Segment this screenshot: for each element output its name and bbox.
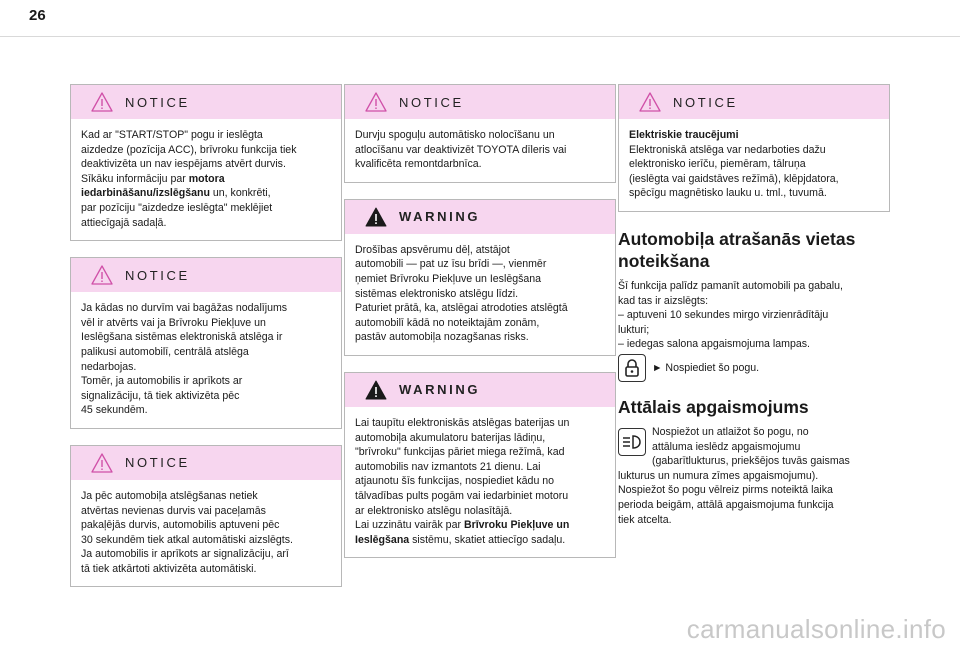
headlamp-icon bbox=[618, 428, 646, 456]
text-line: ar elektronisko atslēgu nolasītājā. bbox=[355, 504, 513, 517]
warning-triangle-icon bbox=[91, 92, 113, 112]
notice-text bbox=[619, 119, 889, 211]
warning-filled-triangle-icon bbox=[365, 380, 387, 400]
text-line: palikusi automobilī, centrālā atslēga bbox=[81, 345, 249, 358]
section-heading bbox=[618, 228, 890, 272]
column-2 bbox=[344, 84, 616, 574]
watermark: carmanualsonline.info bbox=[686, 614, 946, 644]
column-1 bbox=[70, 84, 342, 603]
notice-title: NOTICE bbox=[125, 267, 190, 283]
text-line: sistēmas elektronisko atslēgu līdzi. bbox=[355, 287, 519, 300]
warning-triangle-icon bbox=[91, 453, 113, 473]
warning-filled-triangle-icon bbox=[365, 207, 387, 227]
lock-locate-icon bbox=[618, 354, 646, 382]
text-line: signalizāciju, tā tiek aktivizēta pēc bbox=[81, 389, 240, 402]
text-span: Sīkāku informāciju par bbox=[81, 172, 189, 185]
text-line: – iedegas salona apgaismojuma lampas. bbox=[618, 338, 810, 351]
text-line: automobilis nav izmantots 21 dienu. Lai bbox=[355, 460, 541, 473]
text-line: tiek atcelta. bbox=[618, 513, 672, 526]
text-line: tā tiek atkārtoti aktivizēta automātiski. bbox=[81, 562, 257, 575]
warning-title: WARNING bbox=[399, 382, 481, 398]
text-line: Drošības apsvērumu dēļ, atstājot bbox=[355, 243, 510, 256]
notice-box bbox=[70, 445, 342, 588]
warning-box bbox=[344, 199, 616, 356]
notice-header bbox=[71, 446, 341, 480]
heading-line: noteikšana bbox=[618, 250, 710, 271]
section-text bbox=[618, 425, 890, 527]
text-line: Lai taupītu elektroniskās atslēgas baterijas un bbox=[355, 416, 570, 429]
text-line: automobili — pat uz īsu brīdi —, vienmēr bbox=[355, 258, 547, 271]
notice-title: NOTICE bbox=[125, 455, 190, 471]
notice-text bbox=[345, 119, 615, 182]
text-line: 45 sekundēm. bbox=[81, 404, 148, 417]
text-line: Ja kādas no durvīm vai bagāžas nodalījums bbox=[81, 302, 288, 315]
text-line: Ja pēc automobiļa atslēgšanas netiek bbox=[81, 489, 258, 502]
text-line: (gabarītlukturus, priekšējos tuvās gaismas bbox=[652, 455, 850, 468]
text-line: atvērtas nevienas durvis vai paceļamās bbox=[81, 504, 266, 517]
notice-box bbox=[70, 257, 342, 429]
text-line: par pozīciju "aizdedze ieslēgta" meklējiet bbox=[81, 201, 273, 214]
text-span: un, konkrēti, bbox=[209, 187, 271, 200]
text-line: atlocīšanu var deaktivizēt TOYOTA dīleris vai bbox=[355, 143, 567, 156]
text-line: attāluma ieslēdz apgaismojumu bbox=[652, 440, 801, 453]
text-line: – aptuveni 10 sekundes mirgo virzienrādītāju bbox=[618, 309, 829, 322]
text-line: kvalificēta remontdarbnīca. bbox=[355, 158, 482, 171]
warning-text bbox=[345, 234, 615, 355]
section-heading: Attālais apgaismojums bbox=[618, 396, 809, 417]
notice-subtitle: Elektriskie traucējumi bbox=[629, 129, 739, 141]
text-line: deaktivizēta un nav iespējams atvērt durvis. bbox=[81, 158, 286, 171]
warning-header bbox=[345, 373, 615, 407]
warning-box bbox=[344, 372, 616, 558]
text-line: "brīvroku" funkcijas pāriet miega režīmā, kad bbox=[355, 446, 565, 459]
warning-triangle-icon bbox=[639, 92, 661, 112]
text-line: Kad ar "START/STOP" pogu ir ieslēgta bbox=[81, 129, 263, 141]
text-line: elektronisko ierīču, piemēram, tālruņa bbox=[629, 158, 806, 171]
bold-span: motora bbox=[188, 172, 225, 185]
text-line: tālvadības pults pogām vai iedarbiniet motoru bbox=[355, 489, 569, 502]
text-span: Lai uzzinātu vairāk par bbox=[355, 519, 464, 532]
bold-span: Ieslēgšana bbox=[355, 533, 410, 546]
page-number: 26 bbox=[29, 7, 46, 24]
text-line: spēcīgu magnētisko lauku u. tml., tuvumā. bbox=[629, 187, 827, 200]
text-line: kad tas ir aizslēgts: bbox=[618, 294, 709, 307]
text-line: vēl ir atvērts vai ja Brīvroku Piekļuve un bbox=[81, 316, 266, 329]
notice-text bbox=[71, 480, 341, 587]
notice-header bbox=[345, 85, 615, 119]
text-line bbox=[81, 172, 331, 187]
header-rule bbox=[0, 36, 960, 37]
text-line: Elektroniskā atslēga var nedarboties dažu bbox=[629, 143, 826, 156]
notice-title: NOTICE bbox=[125, 94, 190, 110]
text-line: perioda beigām, attālā apgaismojuma funkcija bbox=[618, 498, 834, 511]
text-line: Paturiet prātā, ka, atslēgai atrodoties atslēgtā bbox=[355, 302, 568, 315]
warning-text bbox=[345, 407, 615, 557]
notice-title: NOTICE bbox=[673, 94, 738, 110]
text-line bbox=[355, 533, 605, 548]
text-line: Šī funkcija palīdz pamanīt automobili pa gabalu, bbox=[618, 279, 843, 292]
text-line: Nospiežot un atlaižot šo pogu, no bbox=[652, 425, 809, 438]
column-3 bbox=[618, 84, 890, 527]
notice-header bbox=[619, 85, 889, 119]
press-instruction bbox=[618, 354, 890, 382]
text-line bbox=[81, 186, 331, 201]
text-line: ņemiet Brīvroku Piekļuve un Ieslēgšana bbox=[355, 272, 542, 285]
text-line: pastāv automobiļa nozagšanas risks. bbox=[355, 331, 529, 344]
text-line: nedarbojas. bbox=[81, 360, 137, 373]
text-line: automobiļa akumulatoru baterijas lādiņu, bbox=[355, 431, 546, 444]
notice-box bbox=[344, 84, 616, 183]
text-line: Nospiežot šo pogu vēlreiz pirms noteiktā laika bbox=[618, 484, 833, 497]
text-line: (ieslēgta vai gaidstāves režīmā), klēpjdatora, bbox=[629, 172, 839, 185]
text-line: Durvju spoguļu automātisko nolocīšanu un bbox=[355, 129, 555, 141]
notice-box bbox=[618, 84, 890, 212]
notice-box bbox=[70, 84, 342, 241]
bold-span: Brīvroku Piekļuve un bbox=[463, 519, 570, 532]
heading-line: Automobiļa atrašanās vietas bbox=[618, 228, 856, 249]
text-line: 30 sekundēm tiek atkal automātiski aizslēgts. bbox=[81, 533, 293, 546]
warning-title: WARNING bbox=[399, 209, 481, 225]
bold-span: iedarbināšanu/izslēgšanu bbox=[81, 187, 210, 200]
warning-triangle-icon bbox=[91, 265, 113, 285]
notice-header bbox=[71, 85, 341, 119]
notice-header bbox=[71, 258, 341, 292]
text-line: lukturus un numura zīmes apgaismojumu). bbox=[618, 469, 819, 482]
text-line: Ja automobilis ir aprīkots ar signalizāciju, arī bbox=[81, 548, 289, 561]
text-line: automobilī kādā no noteiktajām zonām, bbox=[355, 316, 540, 329]
text-line: atjaunotu šīs funkcijas, nospiediet kādu no bbox=[355, 475, 555, 488]
warning-header bbox=[345, 200, 615, 234]
text-span: sistēmu, skatiet attiecīgo sadaļu. bbox=[409, 533, 566, 546]
text-line: pakaļējās durvis, automobilis aptuveni pēc bbox=[81, 519, 280, 532]
warning-triangle-icon bbox=[365, 92, 387, 112]
text-line: Tomēr, ja automobilis ir aprīkots ar bbox=[81, 375, 243, 388]
notice-text bbox=[71, 119, 341, 240]
text-line: lukturi; bbox=[618, 323, 650, 336]
notice-title: NOTICE bbox=[399, 94, 464, 110]
text-line bbox=[355, 518, 605, 533]
text-line: aizdedze (pozīcija ACC), brīvroku funkcija tiek bbox=[81, 143, 297, 156]
section-text bbox=[618, 279, 890, 382]
notice-text bbox=[71, 292, 341, 428]
press-text: ► Nospiediet šo pogu. bbox=[652, 361, 760, 374]
text-line: attiecīgajā sadaļā. bbox=[81, 216, 167, 229]
text-line: Ieslēgšana sistēmas elektroniskā atslēga ir bbox=[81, 331, 283, 344]
